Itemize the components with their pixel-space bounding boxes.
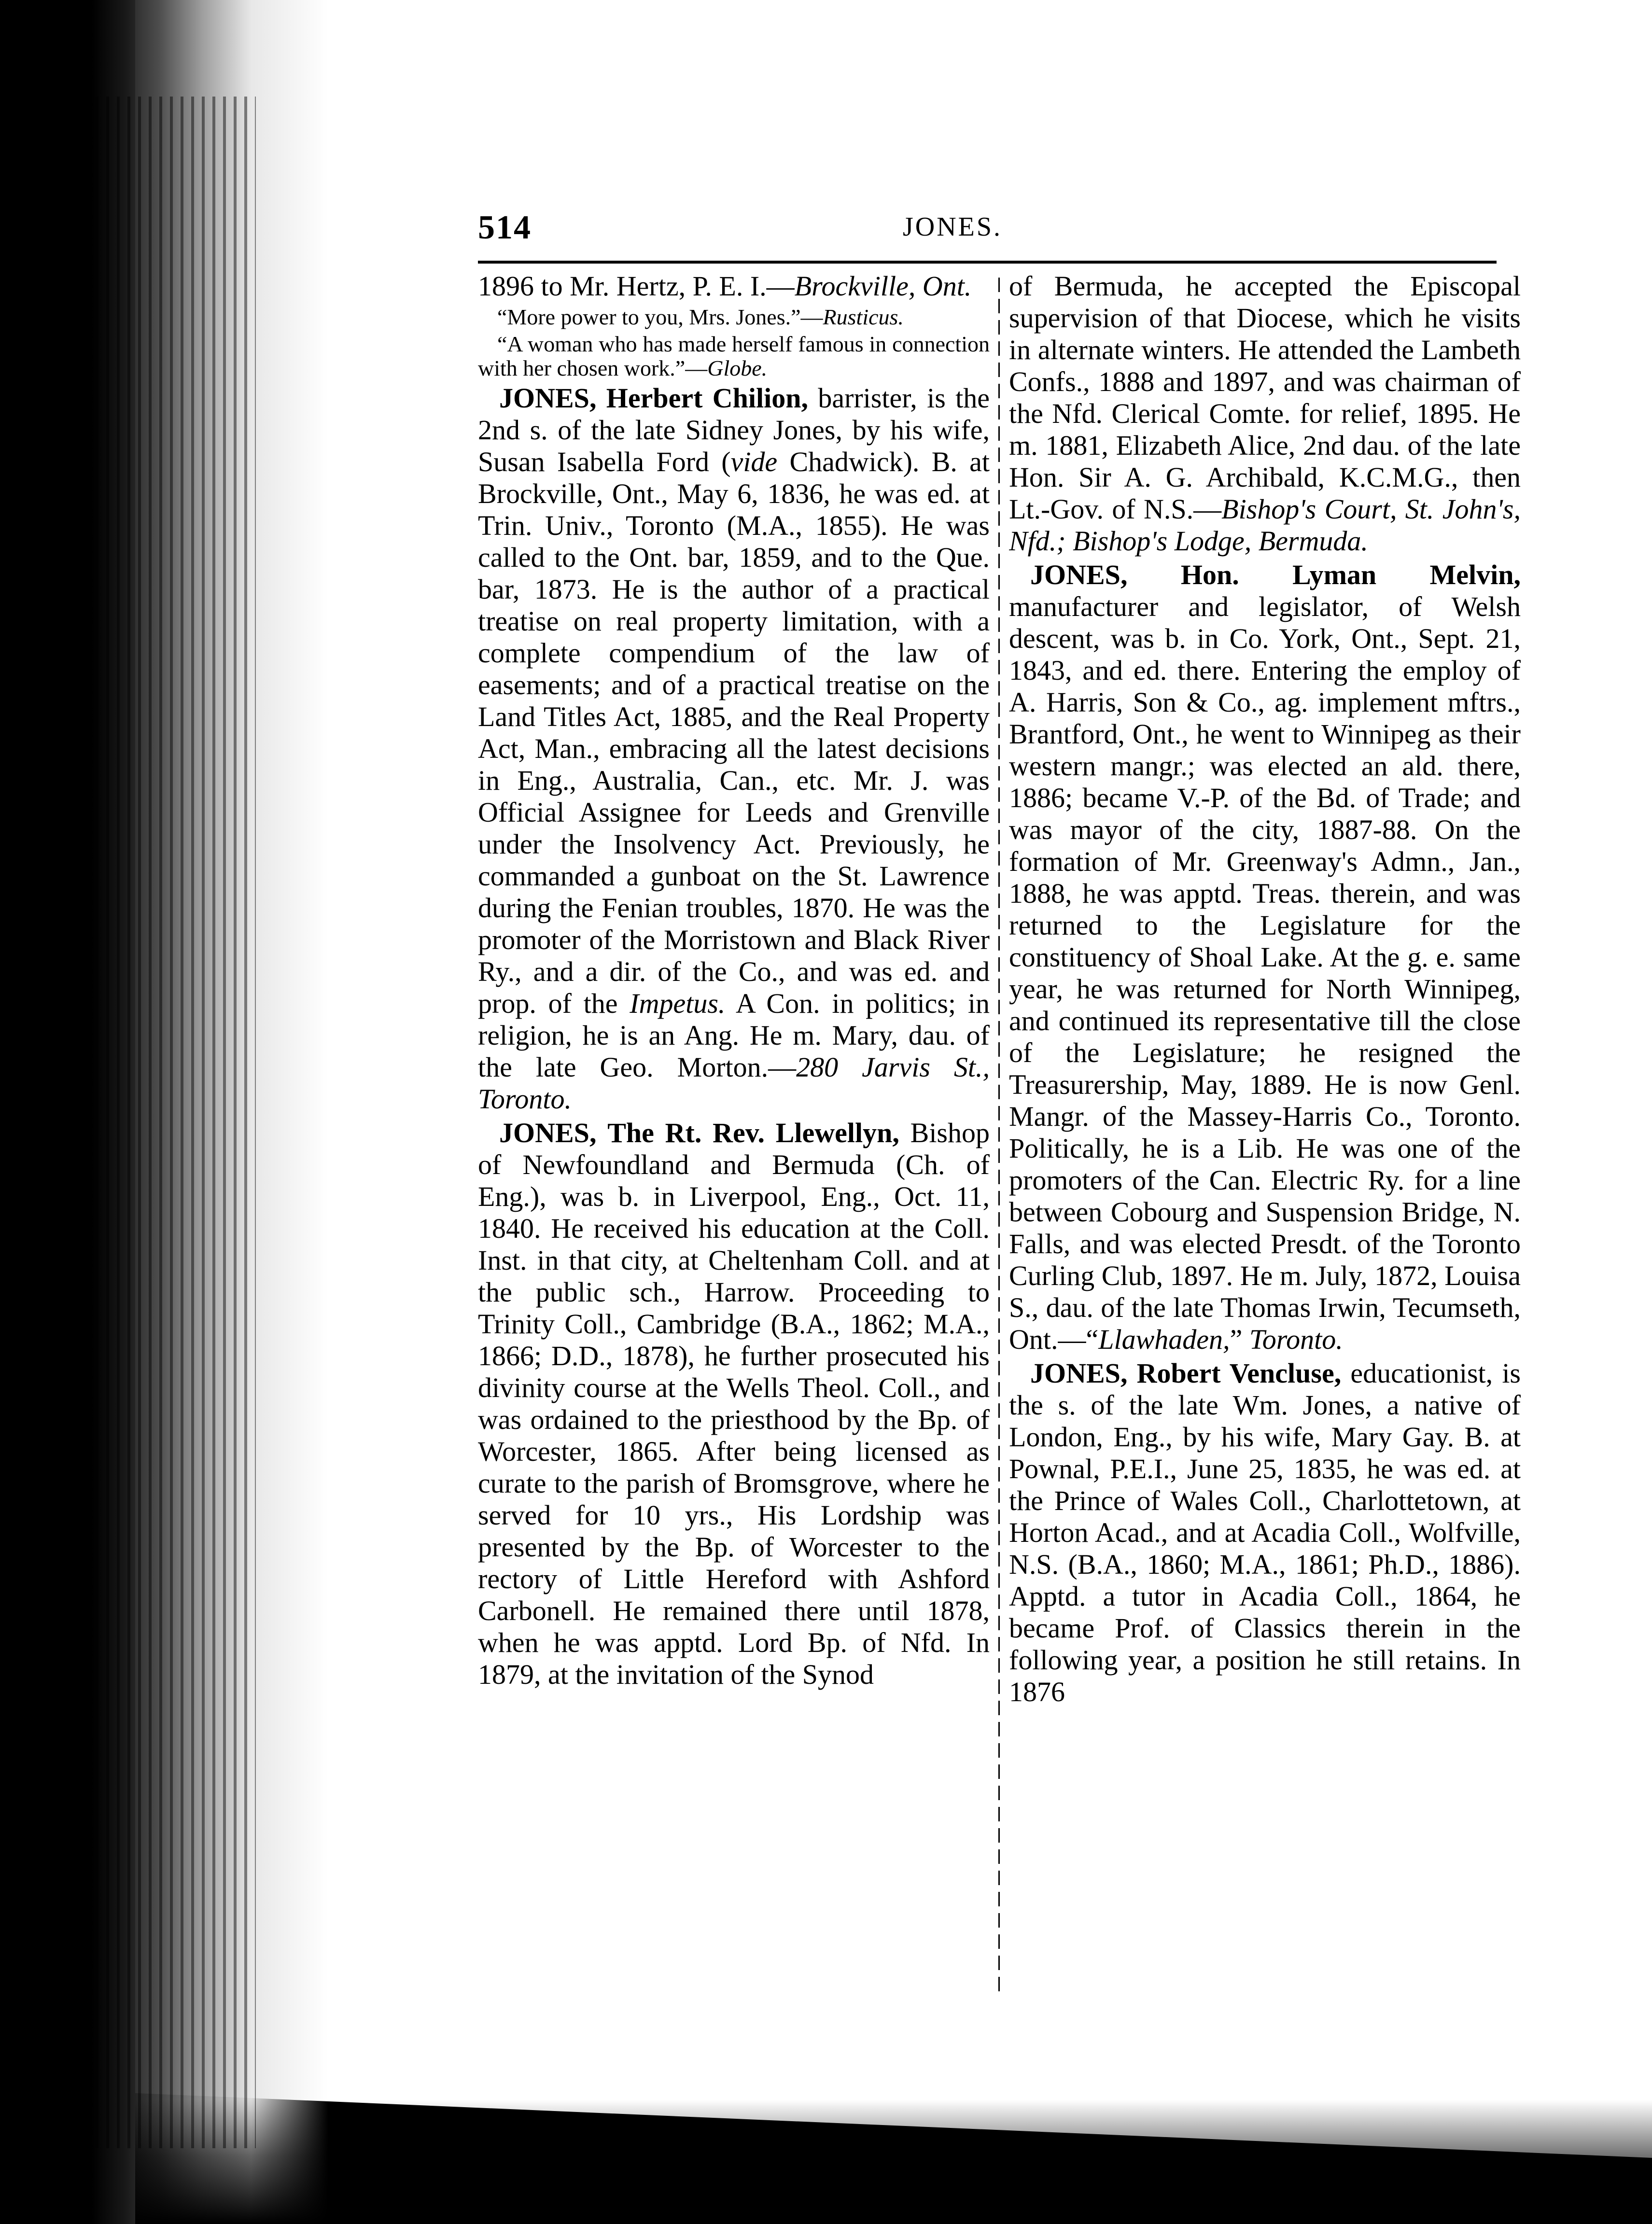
- continued-entry: of Bermuda, he accepted the Episcopal supervision of that Diocese, which he visits in alternate winters. He attended the Lambeth Confs., 1888 and 1897, and was chairman of the Nfd. Clerical Comte. for relief, 1895. He m. 1881, Elizabeth Alice, 2nd dau. of the late Hon. Sir A. G. Archibald, K.C.M.G., then Lt.-Gov. of N.S.—Bishop's Court, St. John's, Nfd.; Bishop's Lodge, Bermuda.: [1009, 270, 1521, 557]
- running-head: JONES.: [903, 212, 1003, 242]
- entry-given-name: The Rt. Rev. Llewellyn,: [607, 1117, 899, 1148]
- entry-surname: JONES,: [1030, 1357, 1128, 1389]
- press-quote: “A woman who has made herself famous in connection with her chosen work.”—Globe.: [478, 332, 990, 380]
- entry-given-name: Herbert Chilion,: [606, 382, 809, 414]
- entry-lyman-melvin-jones: JONES, Hon. Lyman Melvin, manufacturer and legislator, of Welsh descent, was b. in Co. York, Ont., Sept. 21, 1843, and ed. there. Entering the employ of A. Harris, Son & Co., ag. implement mftrs., Brantford, Ont., he went to Winnipeg as their western mangr.; was elected an ald. there, 1886; became V.-P. of the Bd. of Trade; and was mayor of the city, 1887-88. On the formation of Mr. Greenway's Admn., Jan., 1888, he was apptd. Treas. therein, and was returned to the Legislature for the constituency of Shoal Lake. At the g. e. same year, he was returned for North Winnipeg, and continued its representative till the close of the Legislature; he resigned the Treasurership, May, 1889. He is now Genl. Mangr. of the Massey-Harris Co., Toronto. Politically, he is a Lib. He was one of the promoters of the Can. Electric Ry. for a line between Cobourg and Suspension Bridge, N. Falls, and was elected Presdt. of the Toronto Curling Club, 1897. He m. July, 1872, Louisa S., dau. of the late Thomas Irwin, Tecumseth, Ont.—“Llawhaden,” Toronto.: [1009, 559, 1521, 1355]
- quote-source: Rusticus.: [823, 305, 904, 329]
- entry-surname: JONES,: [499, 1117, 597, 1148]
- address-city: Toronto.: [1249, 1324, 1343, 1355]
- entry-herbert-chilion-jones: JONES, Herbert Chilion, barrister, is the 2nd s. of the late Sidney Jones, by his wife, Susan Isabella Ford (vide Chadwick). B. at Brockville, Ont., May 6, 1836, he was ed. at Trin. Univ., Toronto (M.A., 1855). He was called to the Ont. bar, 1859, and to the Que. bar, 1873. He is the author of a practical treatise on real property limitation, with a complete compendium of the law of easements; and of a practical treatise on the Land Titles Act, 1885, and the Real Property Act, Man., embracing all the latest decisions in Eng., Australia, Can., etc. Mr. J. was Official Assignee for Leeds and Grenville under the Insolvency Act. Previously, he commanded a gunboat on the St. Lawrence during the Fenian troubles, 1870. He was the promoter of the Morristown and Black River Ry., and a dir. of the Co., and was ed. and prop. of the Impetus. A Con. in politics; in religion, he is an Ang. He m. Mary, dau. of the late Geo. Morton.—280 Jarvis St., Toronto.: [478, 382, 990, 1115]
- page-number: 514: [478, 209, 532, 246]
- page-bottom-shadow: [135, 2100, 1652, 2224]
- entry-llewellyn-jones: JONES, The Rt. Rev. Llewellyn, Bishop of Newfoundland and Bermuda (Ch. of Eng.), was b. in Liverpool, Eng., Oct. 11, 1840. He received his education at the Coll. Inst. in that city, at Cheltenham Coll. and at the public sch., Harrow. Proceeding to Trinity Coll., Cambridge (B.A., 1862; M.A., 1866; D.D., 1878), he further prosecuted his divinity course at the Wells Theol. Coll., and was ordained to the priesthood by the Bp. of Worcester, 1865. After being licensed as curate to the parish of Bromsgrove, where he served for 10 yrs., His Lordship was presented by the Bp. of Worcester to the rectory of Little Hereford with Ashford Carbonell. He remained there until 1878, when he was apptd. Lord Bp. of Nfd. In 1879, at the invitation of the Synod: [478, 1117, 990, 1690]
- entry-given-name: Hon. Lyman Melvin,: [1180, 559, 1521, 590]
- address: Bishop's Court, St. John's, Nfd.; Bishop's Lodge, Bermuda.: [1009, 493, 1521, 557]
- left-column: [478, 270, 990, 1994]
- entry-robert-vencluse-jones: JONES, Robert Vencluse, educationist, is the s. of the late Wm. Jones, a native of London, Eng., by his wife, Mary Gay. B. at Pownal, P.E.I., June 25, 1835, he was ed. at the Prince of Wales Coll., Charlottetown, at Horton Acad., and at Acadia Coll., Wolfville, N.S. (B.A., 1860; M.A., 1861; Ph.D., 1886). Apptd. a tutor in Acadia Coll., 1864, he became Prof. of Classics therein in the following year, a position he still retains. In 1876: [1009, 1357, 1521, 1707]
- press-quote: “More power to you, Mrs. Jones.”—Rusticus.: [497, 305, 904, 329]
- header-rule: [478, 261, 1497, 264]
- page-header: [478, 209, 1497, 247]
- publication-title: Impetus.: [630, 988, 726, 1019]
- entry-surname: JONES,: [1030, 559, 1128, 590]
- gutter-scan-streaks: [53, 97, 256, 2148]
- quote-source: Globe.: [707, 356, 768, 380]
- address: Brockville, Ont.: [794, 270, 972, 302]
- column-divider: [998, 278, 1000, 1996]
- entry-surname: JONES,: [499, 382, 597, 414]
- address: Llawhaden,: [1098, 1324, 1230, 1355]
- entry-given-name: Robert Vencluse,: [1136, 1357, 1342, 1389]
- right-column: [1009, 270, 1521, 1994]
- continued-entry: 1896 to Mr. Hertz, P. E. I.—Brockville, Ont.: [478, 270, 972, 302]
- address: 280 Jarvis St., Toronto.: [478, 1051, 990, 1115]
